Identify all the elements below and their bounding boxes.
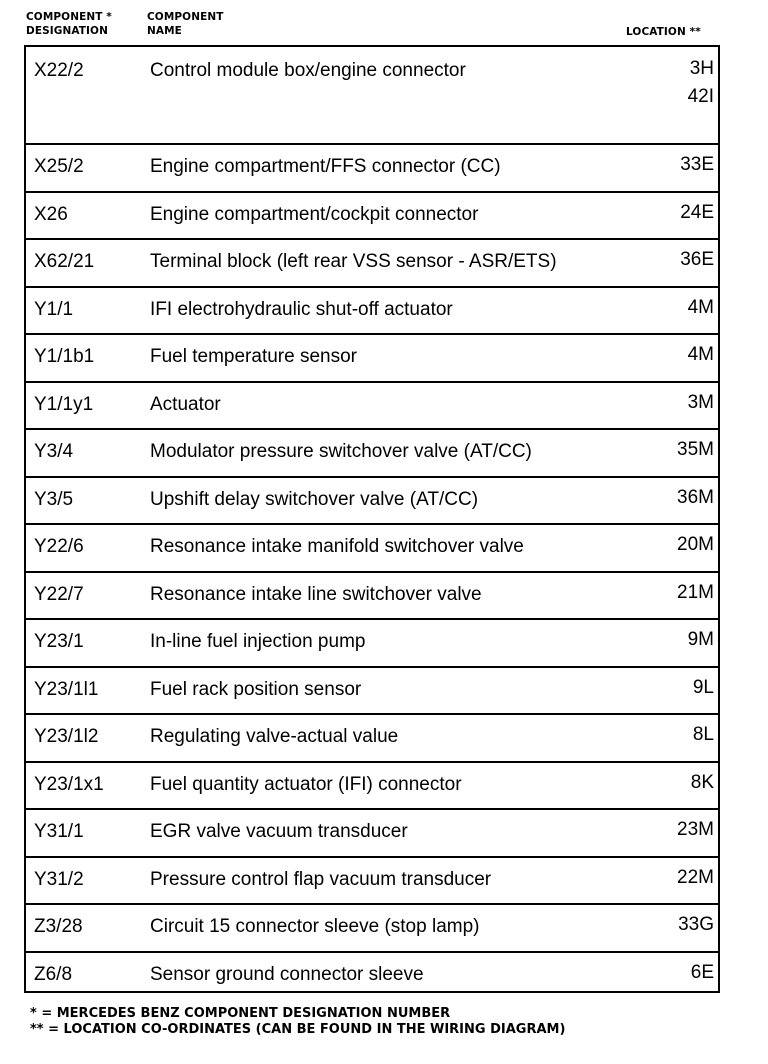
header-designation — [26, 10, 146, 38]
component-location — [691, 961, 714, 985]
component-location — [678, 913, 714, 937]
footnote-location: ** = LOCATION CO-ORDINATES (CAN BE FOUND IN THE WIRING DIAGRAM) — [30, 1022, 566, 1037]
table-row — [26, 335, 718, 383]
header-component-name — [147, 10, 307, 38]
component-location — [691, 771, 714, 795]
component-name: Fuel rack position sensor — [150, 678, 362, 700]
component-location — [680, 153, 714, 177]
table-row — [26, 715, 718, 763]
component-location — [677, 533, 714, 557]
location-code: 21M — [677, 581, 714, 603]
location-code: 4M — [687, 344, 714, 365]
component-name: Pressure control flap vacuum transducer — [150, 868, 492, 890]
component-name: Resonance intake line switchover valve — [150, 583, 482, 605]
table-row — [26, 763, 718, 811]
location-code: 36E — [680, 249, 714, 270]
table-row — [26, 668, 718, 716]
component-location — [693, 676, 714, 700]
location-code: 23M — [677, 819, 714, 840]
table-row — [26, 858, 718, 906]
table-row — [26, 47, 718, 145]
component-name: Upshift delay switchover valve (AT/CC) — [150, 488, 479, 510]
location-code: 33G — [678, 914, 714, 935]
location-code: 35M — [677, 439, 714, 460]
component-designation: Y22/7 — [34, 583, 84, 605]
component-designation: Y1/1b1 — [34, 346, 95, 367]
component-designation: Y3/4 — [34, 441, 74, 462]
component-designation: Y1/1y1 — [34, 393, 94, 415]
header-designation-line1: COMPONENT * — [26, 11, 112, 23]
table-row — [26, 193, 718, 241]
table-row — [26, 145, 718, 193]
component-designation: X25/2 — [34, 156, 84, 177]
component-designation: Y31/2 — [34, 868, 84, 890]
component-name: EGR valve vacuum transducer — [150, 821, 408, 842]
component-name: Resonance intake manifold switchover valve — [150, 536, 524, 557]
component-location — [688, 628, 714, 652]
location-code: 9M — [687, 629, 714, 650]
component-location — [693, 723, 714, 747]
table-row — [26, 288, 718, 336]
component-name: Engine compartment/cockpit connector — [150, 203, 479, 225]
component-location — [677, 818, 714, 842]
table-row — [26, 430, 718, 478]
component-name: Fuel temperature sensor — [150, 346, 357, 367]
table-row — [26, 620, 718, 668]
component-designation: Y23/1l1 — [34, 678, 99, 700]
component-location — [688, 391, 714, 415]
component-name: Control module box/engine connector — [150, 60, 466, 81]
component-location — [688, 57, 714, 109]
component-designation: Y1/1 — [34, 298, 74, 320]
location-code: 3H — [689, 58, 714, 79]
component-designation: Z6/8 — [34, 963, 73, 985]
component-designation: X26 — [34, 203, 68, 225]
component-name: Modulator pressure switchover valve (AT/CC) — [150, 441, 532, 462]
component-name: Circuit 15 connector sleeve (stop lamp) — [150, 916, 480, 937]
component-name: Actuator — [150, 393, 221, 415]
location-code: 33E — [680, 154, 714, 175]
location-code: 3M — [687, 391, 714, 413]
location-code: 9L — [692, 676, 714, 698]
component-table — [24, 45, 720, 993]
component-name: Regulating valve-actual value — [150, 726, 399, 747]
header-name-line2: NAME — [147, 25, 182, 37]
component-designation: Y3/5 — [34, 488, 74, 510]
component-location — [677, 486, 714, 510]
table-row — [26, 383, 718, 431]
location-code: 8L — [692, 724, 714, 745]
location-code: 4M — [687, 296, 714, 318]
table-row — [26, 478, 718, 526]
table-row — [26, 573, 718, 621]
component-name: In-line fuel injection pump — [150, 631, 366, 652]
component-designation: Y23/1x1 — [34, 773, 104, 795]
location-code: 8K — [690, 771, 714, 793]
table-row — [26, 953, 718, 1001]
footnote-designation: * = MERCEDES BENZ COMPONENT DESIGNATION NUMBER — [30, 1006, 451, 1021]
component-designation: X22/2 — [34, 60, 84, 81]
location-code: 24E — [680, 201, 714, 223]
location-code: 42I — [687, 86, 714, 107]
table-row — [26, 810, 718, 858]
component-name: Engine compartment/FFS connector (CC) — [150, 156, 501, 177]
header-location: LOCATION ** — [626, 26, 701, 38]
component-name: IFI electrohydraulic shut-off actuator — [150, 298, 453, 320]
component-name: Sensor ground connector sleeve — [150, 963, 424, 985]
component-location — [680, 248, 714, 272]
component-designation: Y23/1l2 — [34, 726, 99, 747]
component-designation: Y23/1 — [34, 631, 84, 652]
component-location — [677, 438, 714, 462]
component-location — [688, 343, 714, 367]
location-code: 20M — [677, 534, 714, 555]
component-name: Fuel quantity actuator (IFI) connector — [150, 773, 462, 795]
component-location — [677, 581, 714, 605]
location-code: 6E — [690, 961, 714, 983]
component-location — [680, 201, 714, 225]
component-location — [688, 296, 714, 320]
table-row — [26, 525, 718, 573]
component-designation: X62/21 — [34, 251, 95, 272]
table-row — [26, 240, 718, 288]
location-code: 36M — [677, 486, 714, 508]
location-code: 22M — [677, 866, 714, 888]
component-designation: Y31/1 — [34, 821, 84, 842]
component-location — [677, 866, 714, 890]
table-row — [26, 905, 718, 953]
component-name: Terminal block (left rear VSS sensor - ASR/ETS) — [150, 251, 557, 272]
component-designation: Z3/28 — [34, 916, 83, 937]
header-designation-line2: DESIGNATION — [26, 25, 108, 37]
header-name-line1: COMPONENT — [147, 11, 224, 23]
component-designation: Y22/6 — [34, 536, 84, 557]
